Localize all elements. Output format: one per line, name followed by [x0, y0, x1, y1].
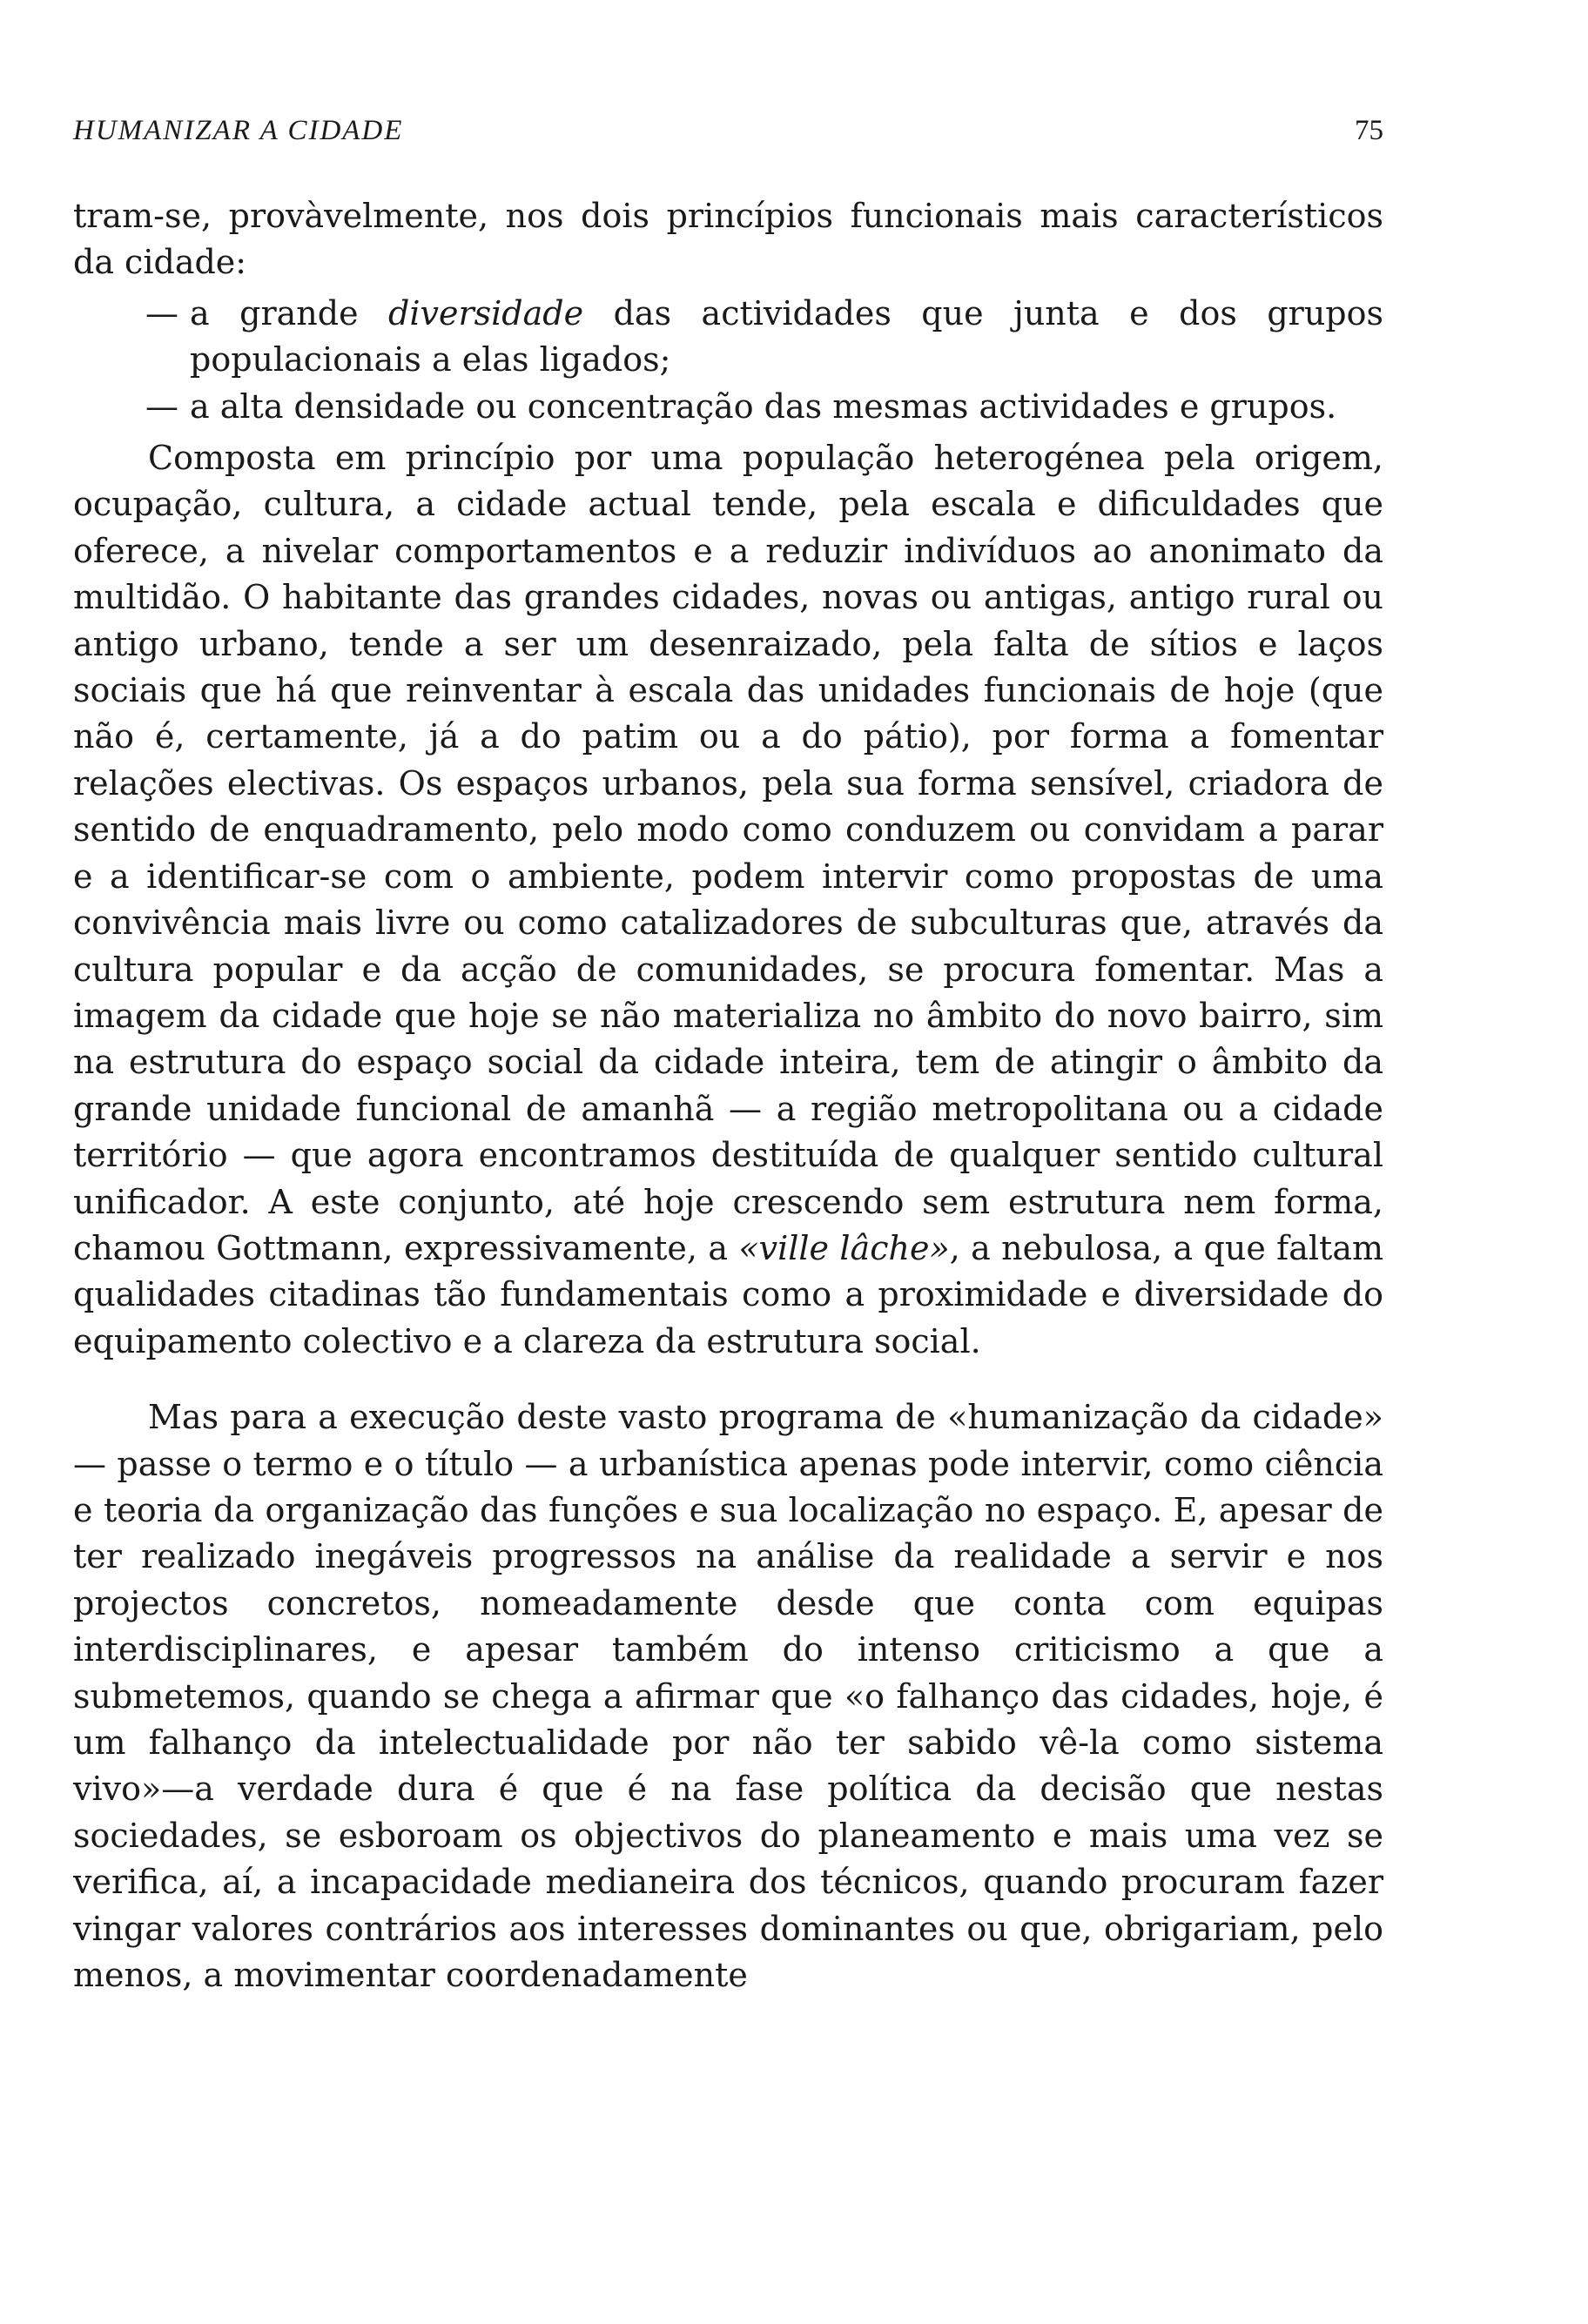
list-item-text-continued: das actividades que junta e dos grupos populacionais a elas ligados; — [190, 293, 1383, 379]
intro-paragraph: tram-se, provàvelmente, nos dois princípios funcionais mais característicos da cidade: — [73, 197, 1383, 282]
running-head — [73, 115, 1383, 153]
list-item-emphasis: diversidade — [388, 293, 584, 332]
list-dash: — — [145, 386, 178, 426]
characteristics-list — [73, 291, 1383, 430]
list-item — [73, 291, 1383, 384]
list-item-text: a alta densidade ou concentração das mesmas actividades e grupos. — [190, 386, 1337, 426]
running-title: HUMANIZAR A CIDADE — [73, 115, 404, 146]
quoted-term: «ville lâche» — [738, 1228, 950, 1267]
page-number: 75 — [1355, 115, 1383, 146]
paragraph-1-text-continued: , a nebulosa, a que faltam qualidades citadinas tão fundamentais como a proximidade e diversidade do equipamento colectivo e a clareza da estrutura social. — [73, 1228, 1384, 1360]
body-text — [73, 193, 1383, 1998]
paragraph-1-text: Composta em princípio por uma população heterogénea pela origem, ocupação, cultura, a cidade actual tende, pela escala e dificuldades que oferece, a nivelar comportamentos e a reduzir indivíduos ao anonimato da multidão. O habitante das grandes cidades, novas ou antigas, antigo rural ou antigo urbano, tende a ser um desenraizado, pela falta de sítios e laços sociais que há que reinventar à escala das unidades funcionais de hoje (que não é, certamente, já a do patim ou a do pátio), por forma a fomentar relações electivas. Os espaços urbanos, pela sua forma sensível, criadora de sentido de enquadramento, pelo modo como conduzem ou convidam a parar e a identificar-se com o ambiente, podem intervir como propostas de uma convivência mais livre ou como catalizadores de subculturas que, através da cultura popular e da acção de comunidades, se procura fomentar. Mas a imagem da cidade que hoje se não materializa no âmbito do novo bairro, sim na estrutura do espaço social da cidade inteira, tem de atingir o âmbito da grande unidade funcional de amanhã — a região metropolitana ou a cidade território — que agora encontramos destituída de qualquer sentido cultural unificador. A este conjunto, até hoje crescendo sem estrutura nem forma, chamou Gottmann, expressivamente, a — [73, 439, 1383, 1267]
list-item-text: a grande — [190, 293, 389, 332]
list-item — [73, 384, 1383, 430]
paragraph-1 — [73, 435, 1383, 1365]
paragraph-2: Mas para a execução deste vasto programa de «humanização da cidade» — passe o termo e o título — a urbanística apenas pode intervir, como ciência e teoria da organização das funções e sua localização no espaço. E, apesar de ter realizado inegáveis progressos na análise da realidade a servir e nos projectos concretos, nomeadamente desde que conta com equipas interdisciplinares, e apesar também do intenso criticismo a que a submetemos, quando se chega a afirmar que «o falhanço das cidades, hoje, é um falhanço da intelectualidade por não ter sabido vê-la como sistema vivo»—a verdade dura é que é na fase política da decisão que nestas sociedades, se esboroam os objectivos do planeamento e mais uma vez se verifica, aí, a incapacidade medianeira dos técnicos, quando procuram fazer vingar valores contrários aos interesses dominantes ou que, obrigariam, pelo menos, a movimentar coordenadamente — [73, 1398, 1383, 1995]
list-dash: — — [145, 293, 178, 332]
